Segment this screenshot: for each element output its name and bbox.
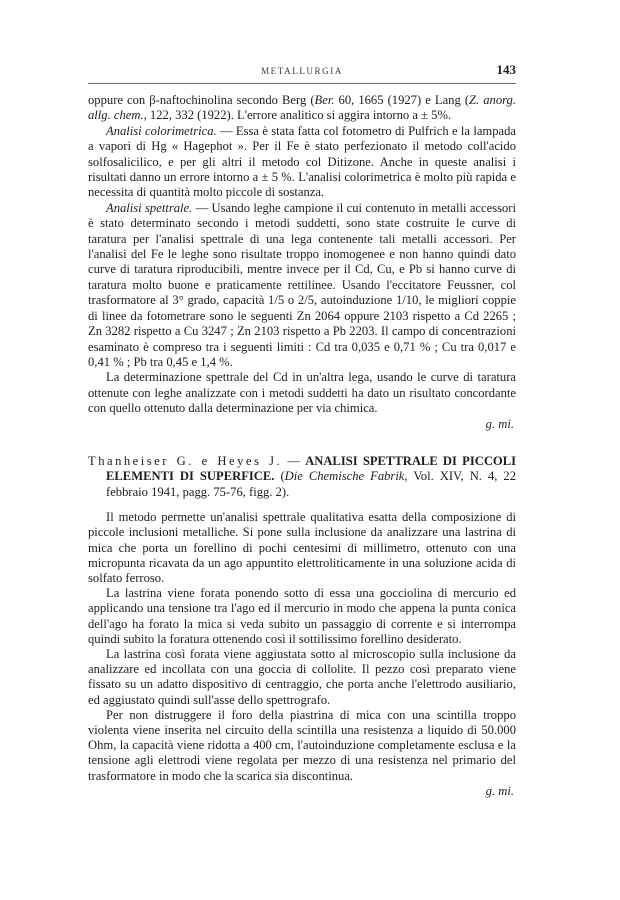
paragraph: Per non distruggere il foro della piastrina di mica con una scintilla troppo violenta viene inserita nel circuito della scintilla una resistenza a liquido di 50.000 Ohm, la capacità viene ridotta a 400 cm, l'autoinduzione completamente esclusa e la tensione agli elettrodi viene regolata per mezzo di una resistenza nel primario del trasformatore in modo che la scarica sia discontinua.	[88, 707, 516, 783]
paragraph-colorimetric	[88, 124, 516, 201]
paragraph: Il metodo permette un'analisi spettrale qualitativa esatta della composizione di piccole inclusioni metalliche. Si pone sulla inclusione da analizzare una lastrina di mica che porta un forellino di pochi centesimi di millimetro, ottenuto con una micropunta ricavata da un ago appuntito elettroliticamente in una soluzione acida di solfato ferroso.	[88, 510, 516, 585]
entry-citation: , Vol. XIV, N. 4, 22 febbraio 1941, pagg. 75-76, figg. 2).	[106, 469, 517, 499]
section-label: Analisi spettrale.	[106, 200, 193, 215]
section-gap	[88, 432, 516, 454]
journal-name: Ber.	[314, 93, 335, 107]
entry-journal: Die Chemische Fabrik	[284, 469, 405, 484]
paragraph-continuation	[88, 93, 516, 124]
header-rule	[88, 83, 516, 84]
entry-dash: —	[282, 453, 306, 468]
signature: g. mi.	[485, 783, 514, 798]
page-number: 143	[496, 62, 516, 77]
journal-name: Z. anorg. allg. chem.	[88, 93, 516, 123]
abstract-body	[88, 510, 516, 799]
entry-title: ANALISI SPETTRALE DI PICCOLI ELEMENTI DI SUPERFICE.	[106, 453, 517, 484]
paragraph-spectral	[88, 201, 516, 370]
text-run: oppure con β-naftochinolina secondo Berg (	[88, 93, 315, 107]
text-run: — Usando leghe campione il cui contenuto in metalli accessori è stato determinato secondo i metodi suddetti, sono state costruite le curve di taratura per l'analisi spettrale di una lega contenente tali metalli accessori. Per l'analisi del Fe le leghe sono risultate troppo inomogenee e non hanno quindi dato curve di taratura riproducibili, mentre invece per il Cd, Cu, e Pb si hanno curve di taratura molto buone e praticamente rettilinee. Usando l'eccitatore Feussner, col trasformatore al 3° grado, capacità 1/5 o 2/5, autoinduzione 1/10, le migliori coppie di linee da fotometrare sono le seguenti Zn 2064 oppure 2103 rispetto a Cd 2265 ; Zn 3282 rispetto a Cu 3247 ; Zn 2103 rispetto a Pb 2203. Il campo di concentrazioni esaminato è compreso tra i seguenti limiti : Cd tra 0,035 e 0,71 % ; Cu tra 0,017 e 0,41 % ; Pb tra 0,45 e 1,4 %.	[88, 200, 516, 369]
paragraph: La lastrina così forata viene aggiustata sotto al microscopio sulla inclusione da analizzare ed incollata con una goccia di collolite. Il pezzo così preparato viene fissato su un adatto dispositivo di centraggio, che porta anche l'elettrodo ausiliario, ed aggiustato quindi sull'asse dello spettrografo.	[88, 646, 516, 707]
body-text	[88, 93, 516, 799]
abstract-entry-header: Thanheiser G. e Heyes J. — ANALISI SPETTRALE DI PICCOLI ELEMENTI DI SUPERFICE. (Die Chemische Fabrik, Vol. XIV, N. 4, 22 febbraio 1941, pagg. 75-76, figg. 2).	[88, 453, 517, 499]
section-label: Analisi colorimetrica.	[106, 123, 217, 138]
paragraph-determination: La determinazione spettrale del Cd in un'altra lega, usando le curve di taratura ottenute con leghe analizzate con i metodi suddetti ha dato un risultato concordante con quello ottenuto dalla determinazione per via chimica.	[88, 370, 516, 416]
paragraph: La lastrina viene forata ponendo sotto di essa una gocciolina di mercurio ed applicando una tensione tra l'ago ed il mercurio in modo che appena la punta conica dell'ago ha forato la mica si veda subito un passaggio di corrente e si interrompa quindi subito la foratura ottenendo così il sottilissimo forellino desiderato.	[88, 586, 516, 646]
signature: g. mi.	[485, 416, 514, 431]
text-run: , 122, 332 (1922). L'errore analitico si aggira intorno a ± 5%.	[143, 108, 452, 123]
text-run: 60, 1665 (1927) e Lang (	[334, 93, 470, 107]
running-title: METALLURGIA	[261, 66, 343, 76]
running-header	[88, 62, 516, 80]
text-run: — Essa è stata fatta col fotometro di Pulfrich e la lampada a vapori di Hg « Hagephot ». Per il Fe è stato perfezionato il metodo coll'acido solfosalicilico, e per gli altri il metodo col Ditizone. Anche in queste analisi i risultati danno un errore intorno a ± 5 %. L'analisi colorimetrica è molto più rapida e necessita di quantità molto piccole di sostanza.	[88, 123, 516, 200]
entry-authors: Thanheiser G. e Heyes J.	[88, 453, 283, 468]
